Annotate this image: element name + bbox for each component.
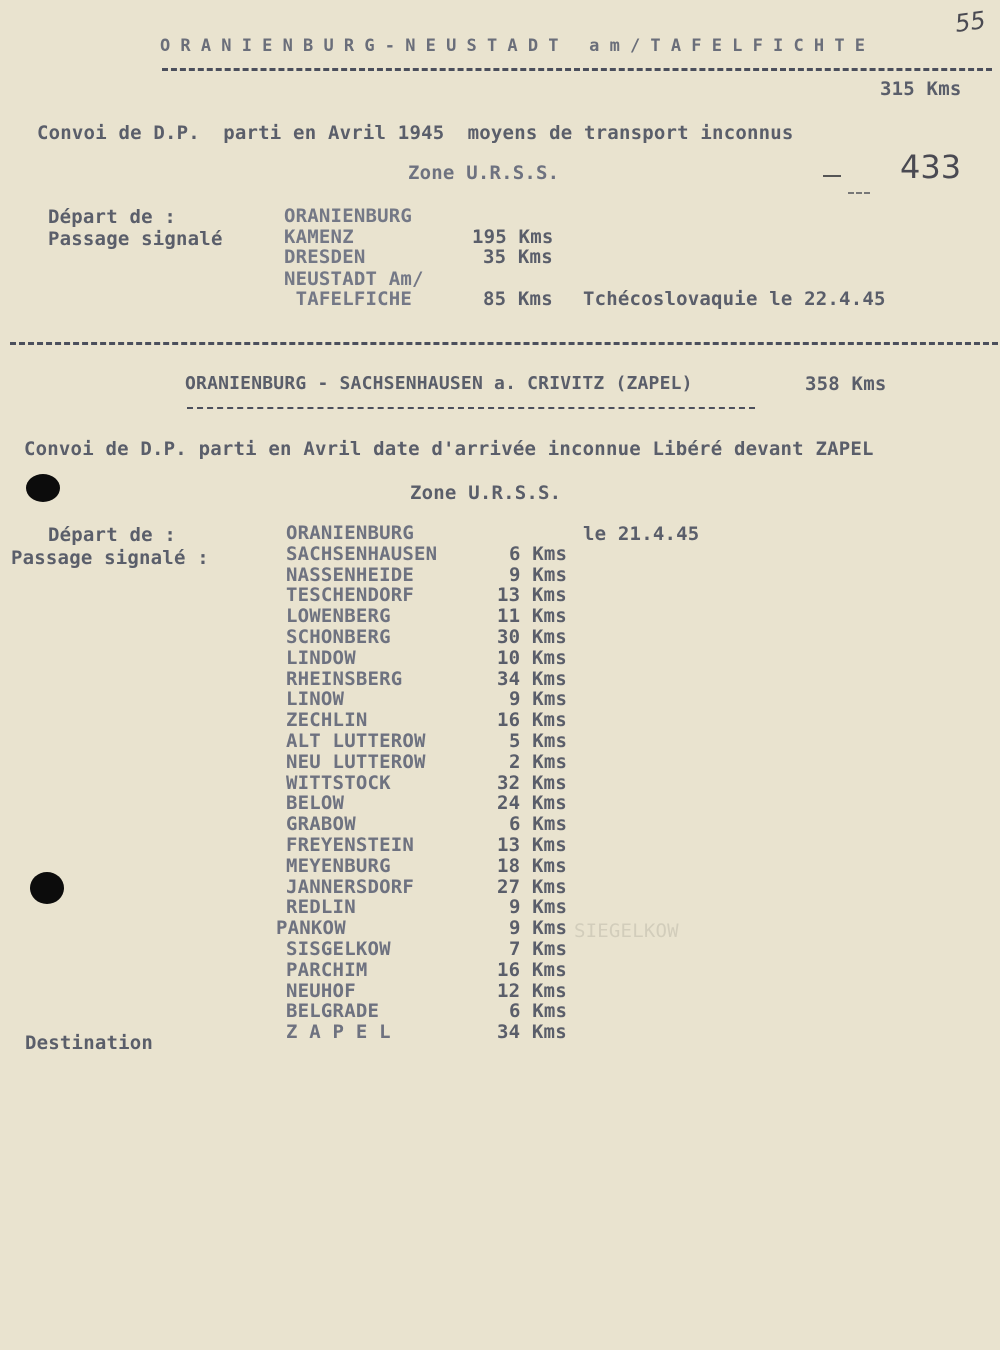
route-distance: 9 Kms bbox=[509, 896, 568, 918]
section1-depart-label: Départ de : bbox=[48, 206, 177, 228]
page-number: 55 bbox=[953, 6, 988, 38]
route-place: SACHSENHAUSEN bbox=[286, 543, 438, 565]
section2-convoy-line: Convoi de D.P. parti en Avril date d'arrivée inconnue Libéré devant ZAPEL bbox=[24, 438, 874, 460]
route-place: BELOW bbox=[286, 792, 345, 814]
section1-route-place: KAMENZ bbox=[284, 226, 354, 248]
route-distance: 13 Kms bbox=[497, 834, 567, 856]
route-place: PANKOW bbox=[276, 917, 346, 939]
route-place: LOWENBERG bbox=[286, 605, 391, 627]
route-place: SCHONBERG bbox=[286, 626, 391, 648]
route-distance: 2 Kms bbox=[509, 751, 568, 773]
section1-route-place: ORANIENBURG bbox=[284, 205, 413, 227]
route-distance: 34 Kms bbox=[497, 1021, 567, 1043]
section1-title: ORANIENBURG-NEUSTADT am/TAFELFICHTE bbox=[160, 36, 876, 56]
route-place: ALT LUTTEROW bbox=[286, 730, 426, 752]
section2-depart-date: le 21.4.45 bbox=[583, 523, 700, 545]
route-place: NEUHOF bbox=[286, 980, 356, 1002]
route-place: GRABOW bbox=[286, 813, 356, 835]
route-distance: 24 Kms bbox=[497, 792, 567, 814]
route-distance: 6 Kms bbox=[509, 543, 568, 565]
route-place: LINDOW bbox=[286, 647, 356, 669]
punch-hole-bottom bbox=[30, 872, 64, 904]
route-distance: 32 Kms bbox=[497, 772, 567, 794]
reference-underline bbox=[848, 192, 870, 194]
section2-depart-label: Départ de : bbox=[48, 524, 177, 546]
route-distance: 9 Kms bbox=[509, 917, 568, 939]
route-distance: 6 Kms bbox=[509, 813, 568, 835]
route-place: FREYENSTEIN bbox=[286, 834, 415, 856]
section2-distance: 358 Kms bbox=[805, 373, 887, 395]
route-place: ORANIENBURG bbox=[286, 522, 415, 544]
route-place: ZECHLIN bbox=[286, 709, 368, 731]
route-place: RHEINSBERG bbox=[286, 668, 403, 690]
section1-distance: 315 Kms bbox=[880, 78, 962, 100]
route-place: BELGRADE bbox=[286, 1000, 380, 1022]
route-place: REDLIN bbox=[286, 896, 356, 918]
route-distance: 16 Kms bbox=[497, 709, 567, 731]
route-distance: 18 Kms bbox=[497, 855, 567, 877]
route-distance: 6 Kms bbox=[509, 1000, 568, 1022]
route-distance: 34 Kms bbox=[497, 668, 567, 690]
route-place: TESCHENDORF bbox=[286, 584, 415, 606]
section1-route-distance: 35 Kms bbox=[483, 246, 553, 268]
route-distance: 10 Kms bbox=[497, 647, 567, 669]
section1-route-place: TAFELFICHE bbox=[284, 288, 413, 310]
route-distance: 30 Kms bbox=[497, 626, 567, 648]
route-distance: 11 Kms bbox=[497, 605, 567, 627]
route-distance: 7 Kms bbox=[509, 938, 568, 960]
section1-route-place: DRESDEN bbox=[284, 246, 366, 268]
section1-convoy-line: Convoi de D.P. parti en Avril 1945 moyens de transport inconnus bbox=[37, 122, 794, 144]
section1-route-distance: 85 Kms bbox=[483, 288, 553, 310]
section2-destination-label: Destination bbox=[25, 1032, 154, 1054]
section1-route-note: Tchécoslovaquie le 22.4.45 bbox=[583, 288, 886, 310]
route-place: JANNERSDORF bbox=[286, 876, 415, 898]
route-place: WITTSTOCK bbox=[286, 772, 391, 794]
reference-dash bbox=[823, 175, 841, 177]
section1-route-distance: 195 Kms bbox=[472, 226, 554, 248]
route-distance: 5 Kms bbox=[509, 730, 568, 752]
route-place: SISGELKOW bbox=[286, 938, 391, 960]
reference-number: 433 bbox=[900, 148, 962, 186]
section1-passage-label: Passage signalé bbox=[48, 228, 223, 250]
route-place: LINOW bbox=[286, 688, 345, 710]
route-distance: 13 Kms bbox=[497, 584, 567, 606]
route-distance: 9 Kms bbox=[509, 564, 568, 586]
section2-title: ORANIENBURG - SACHSENHAUSEN a. CRIVITZ (ZAPEL) bbox=[185, 373, 693, 394]
section1-zone: Zone U.R.S.S. bbox=[408, 162, 560, 184]
section1-title-underline bbox=[162, 68, 992, 71]
route-distance: 16 Kms bbox=[497, 959, 567, 981]
section1-route-place: NEUSTADT Am/ bbox=[284, 268, 424, 290]
section2-zone: Zone U.R.S.S. bbox=[410, 482, 562, 504]
route-place: Z A P E L bbox=[286, 1021, 391, 1043]
route-place: MEYENBURG bbox=[286, 855, 391, 877]
route-place: NEU LUTTEROW bbox=[286, 751, 426, 773]
punch-hole-top bbox=[26, 474, 60, 502]
section2-passage-label: Passage signalé : bbox=[11, 547, 209, 569]
route-distance: 27 Kms bbox=[497, 876, 567, 898]
route-place: NASSENHEIDE bbox=[286, 564, 415, 586]
section-separator bbox=[10, 342, 998, 345]
faint-overtype: SIEGELKOW bbox=[574, 920, 679, 942]
route-place: PARCHIM bbox=[286, 959, 368, 981]
section2-title-underline bbox=[187, 407, 755, 409]
route-distance: 12 Kms bbox=[497, 980, 567, 1002]
route-distance: 9 Kms bbox=[509, 688, 568, 710]
